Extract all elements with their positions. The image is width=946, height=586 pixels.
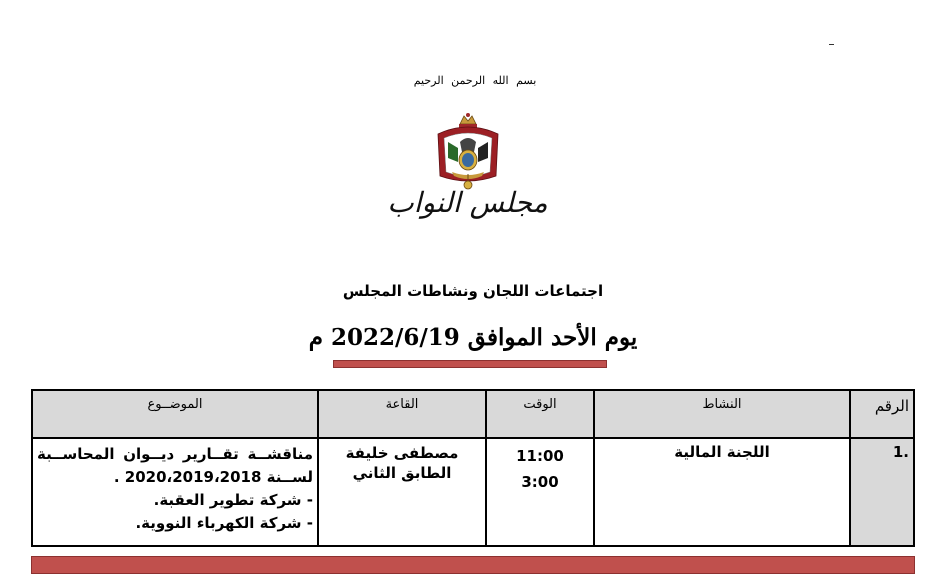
column-header-topic: الموضــوع [32,390,318,438]
date-line: يوم الأحد الموافق 2022/6/19 م [308,324,638,351]
decorative-divider-bottom [31,556,915,574]
time-start: 11:00 [516,447,564,465]
basmala-word: الرحيم [413,74,444,87]
stray-mark [829,44,834,45]
row-activity: اللجنة المالية [594,438,850,546]
table-header-row [32,390,914,438]
time-end: 3:00 [521,473,559,491]
parliament-logo-text: مجلس النواب [387,186,548,219]
table-row [32,438,914,546]
column-header-time: الوقت [486,390,594,438]
topic-line: - شركة الكهرباء النووية. [135,514,313,532]
basmala [0,74,946,87]
basmala-word: بسم [516,74,537,87]
hall-name: مصطفى خليفة [345,444,459,462]
document-heading: اجتماعات اللجان ونشاطات المجلس [342,282,604,300]
column-header-hall: القاعة [318,390,486,438]
basmala-word: الله [492,74,509,87]
column-header-activity: النشاط [594,390,850,438]
topic-line: مناقشــة تقــارير ديــوان المحاســبة لســنة 2020،2019،2018 . [37,445,313,486]
basmala-word: الرحمن [451,74,486,87]
decorative-divider-top [333,360,607,368]
row-hall [318,438,486,546]
row-topic [32,438,318,546]
column-header-num: الرقم [850,390,914,438]
agenda-table [31,389,915,547]
jordan-coat-of-arms-icon [430,112,506,192]
hall-floor: الطابق الثاني [352,464,452,482]
topic-line: - شركة تطوير العقبة. [153,491,313,509]
row-time [486,438,594,546]
row-number: .1 [850,438,914,546]
